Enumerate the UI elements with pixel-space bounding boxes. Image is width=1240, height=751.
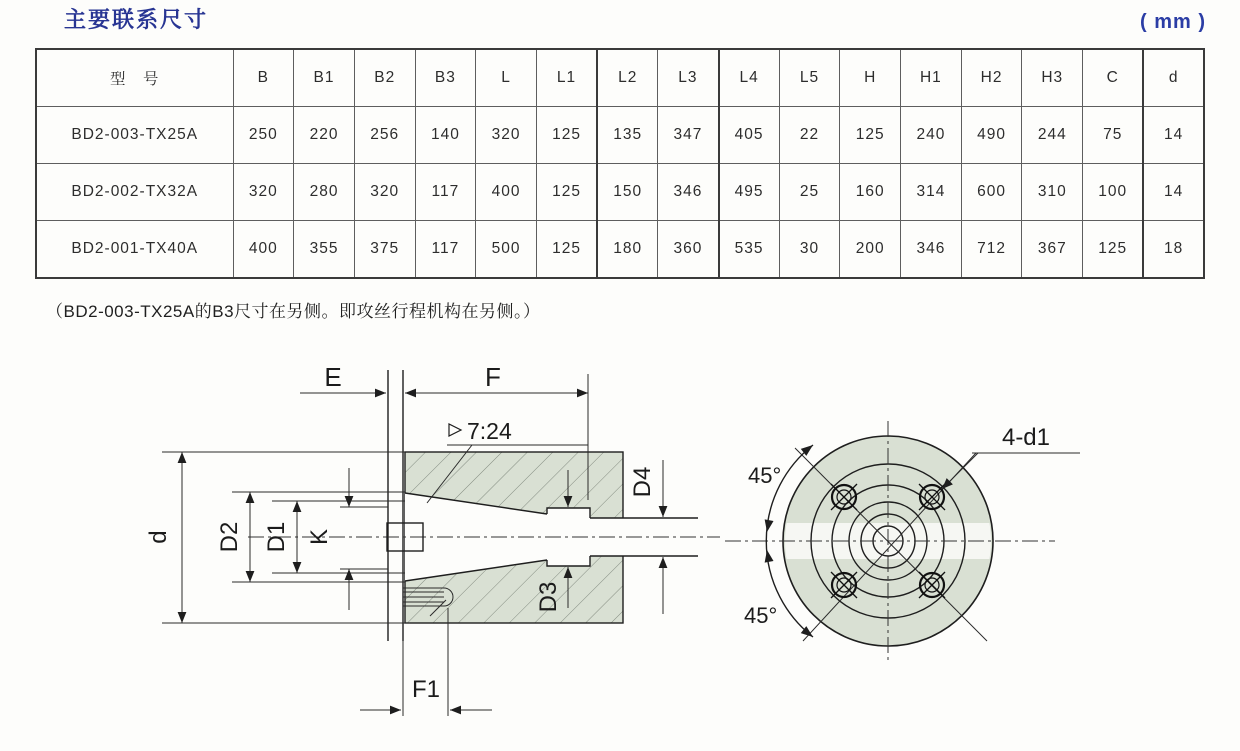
dim-label-e: E bbox=[324, 362, 342, 392]
dim-label-d: d bbox=[145, 530, 172, 544]
taper-ratio-label: 7:24 bbox=[467, 418, 512, 444]
dimension-table bbox=[35, 48, 1205, 279]
value-cell: 400 bbox=[476, 164, 537, 221]
value-cell: 320 bbox=[354, 164, 415, 221]
side-view-drawing bbox=[120, 350, 740, 722]
value-cell: 495 bbox=[719, 164, 780, 221]
value-cell: 600 bbox=[961, 164, 1022, 221]
table-row bbox=[36, 221, 1204, 279]
value-cell: 100 bbox=[1083, 164, 1144, 221]
value-cell: 14 bbox=[1143, 164, 1204, 221]
value-cell: 320 bbox=[476, 107, 537, 164]
header-cell: C bbox=[1083, 49, 1144, 107]
value-cell: 244 bbox=[1022, 107, 1083, 164]
value-cell: 22 bbox=[779, 107, 840, 164]
value-cell: 125 bbox=[1083, 221, 1144, 279]
header-cell: H3 bbox=[1022, 49, 1083, 107]
value-cell: 125 bbox=[840, 107, 901, 164]
front-view-drawing bbox=[710, 393, 1150, 723]
value-cell: 712 bbox=[961, 221, 1022, 279]
value-cell: 160 bbox=[840, 164, 901, 221]
value-cell: 367 bbox=[1022, 221, 1083, 279]
header-cell: H2 bbox=[961, 49, 1022, 107]
header-cell: L bbox=[476, 49, 537, 107]
header-cell: B bbox=[233, 49, 294, 107]
header-cell: L2 bbox=[597, 49, 658, 107]
value-cell: 280 bbox=[294, 164, 355, 221]
dim-label-f1: F1 bbox=[411, 676, 441, 703]
value-cell: 310 bbox=[1022, 164, 1083, 221]
value-cell: 500 bbox=[476, 221, 537, 279]
table-footnote: （BD2-003-TX25A的B3尺寸在另侧。即攻丝行程机构在另侧。） bbox=[46, 302, 541, 321]
header-cell: L4 bbox=[719, 49, 780, 107]
value-cell: 346 bbox=[901, 221, 962, 279]
header-cell: L3 bbox=[658, 49, 719, 107]
dim-label-d1: D1 bbox=[263, 521, 290, 553]
value-cell: 125 bbox=[536, 164, 597, 221]
angle-label-top: 45° bbox=[748, 463, 782, 488]
value-cell: 140 bbox=[415, 107, 476, 164]
value-cell: 490 bbox=[961, 107, 1022, 164]
table-row bbox=[36, 164, 1204, 221]
value-cell: 405 bbox=[719, 107, 780, 164]
value-cell: 220 bbox=[294, 107, 355, 164]
value-cell: 355 bbox=[294, 221, 355, 279]
value-cell: 125 bbox=[536, 221, 597, 279]
dim-label-d3: D3 bbox=[535, 581, 562, 613]
header-cell: d bbox=[1143, 49, 1204, 107]
spindle-face bbox=[162, 370, 410, 641]
page-title: 主要联系尺寸 bbox=[64, 7, 209, 32]
value-cell: 360 bbox=[658, 221, 719, 279]
value-cell: 375 bbox=[354, 221, 415, 279]
value-cell: 320 bbox=[233, 164, 294, 221]
value-cell: 535 bbox=[719, 221, 780, 279]
header-cell: L1 bbox=[536, 49, 597, 107]
value-cell: 240 bbox=[901, 107, 962, 164]
page-header bbox=[0, 0, 1240, 34]
technical-drawings bbox=[0, 350, 1240, 730]
value-cell: 14 bbox=[1143, 107, 1204, 164]
value-cell: 256 bbox=[354, 107, 415, 164]
dim-label-k: K bbox=[306, 528, 333, 546]
table-header-row bbox=[36, 49, 1204, 107]
value-cell: 30 bbox=[779, 221, 840, 279]
value-cell: 135 bbox=[597, 107, 658, 164]
value-cell: 400 bbox=[233, 221, 294, 279]
unit-label: ( mm ) bbox=[1140, 11, 1206, 33]
holes-label: 4-d1 bbox=[1001, 424, 1051, 451]
header-cell: B3 bbox=[415, 49, 476, 107]
value-cell: 117 bbox=[415, 164, 476, 221]
value-cell: 180 bbox=[597, 221, 658, 279]
value-cell: 117 bbox=[415, 221, 476, 279]
angle-label-bottom: 45° bbox=[744, 603, 778, 628]
header-cell: B2 bbox=[354, 49, 415, 107]
value-cell: 150 bbox=[597, 164, 658, 221]
value-cell: 18 bbox=[1143, 221, 1204, 279]
model-cell: BD2-003-TX25A bbox=[36, 107, 233, 164]
value-cell: 314 bbox=[901, 164, 962, 221]
dim-label-f: F bbox=[485, 362, 501, 392]
value-cell: 250 bbox=[233, 107, 294, 164]
dimension-F1 bbox=[360, 608, 492, 716]
table-row bbox=[36, 107, 1204, 164]
header-cell: B1 bbox=[294, 49, 355, 107]
model-cell: BD2-002-TX32A bbox=[36, 164, 233, 221]
header-cell: 型 号 bbox=[36, 49, 233, 107]
dim-label-d4: D4 bbox=[629, 466, 656, 498]
header-cell: L5 bbox=[779, 49, 840, 107]
value-cell: 347 bbox=[658, 107, 719, 164]
value-cell: 346 bbox=[658, 164, 719, 221]
value-cell: 200 bbox=[840, 221, 901, 279]
dimension-K bbox=[306, 468, 388, 610]
model-cell: BD2-001-TX40A bbox=[36, 221, 233, 279]
dimension-d bbox=[145, 452, 182, 623]
value-cell: 125 bbox=[536, 107, 597, 164]
value-cell: 25 bbox=[779, 164, 840, 221]
value-cell: 75 bbox=[1083, 107, 1144, 164]
dim-label-d2: D2 bbox=[216, 521, 243, 553]
header-cell: H1 bbox=[901, 49, 962, 107]
header-cell: H bbox=[840, 49, 901, 107]
